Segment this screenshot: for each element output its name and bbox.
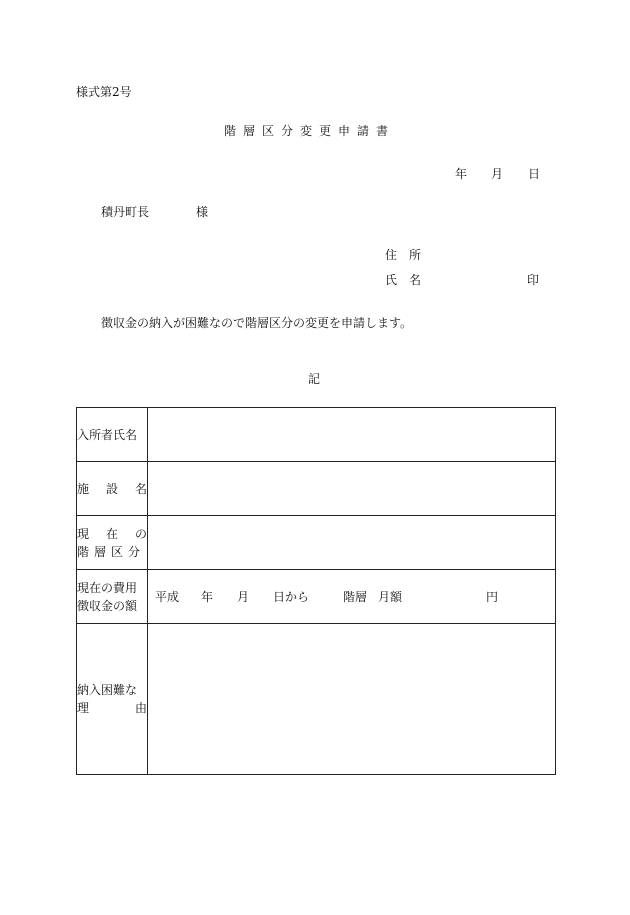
current-fee-field[interactable] (148, 570, 556, 624)
table-row (77, 516, 556, 570)
date-year-label: 年 (455, 167, 468, 181)
table-row (77, 408, 556, 462)
fee-tier-label: 階層 (343, 589, 368, 604)
current-fee-label-line1: 現在の費用 (77, 580, 138, 595)
facility-name-field[interactable] (148, 462, 556, 516)
reason-label (77, 624, 148, 775)
reason-field[interactable] (148, 624, 556, 775)
addressee-honorific: 様 (196, 205, 209, 219)
date-day-label: 日 (528, 167, 541, 181)
current-tier-field[interactable] (148, 516, 556, 570)
reason-label-line1: 納入困難な (77, 683, 138, 697)
fee-day-from-label: 日から (273, 589, 310, 604)
facility-label-char: 名 (134, 481, 147, 496)
fee-month-label: 月 (237, 589, 250, 604)
fee-yen-label: 円 (486, 589, 499, 604)
reason-label-char: 由 (134, 701, 147, 715)
current-tier-label-char: の (134, 526, 147, 541)
fee-era-label: 平成 (155, 589, 180, 604)
resident-name-label (77, 408, 148, 462)
table-row (77, 570, 556, 624)
addressee-name: 積丹町長 (101, 205, 150, 219)
facility-label-char: 設 (105, 481, 118, 496)
current-fee-label-line2: 徴収金の額 (77, 598, 138, 613)
resident-name-label-text: 入所者氏名 (77, 427, 138, 442)
facility-name-label (77, 462, 148, 516)
facility-label-char: 施 (77, 481, 90, 496)
current-tier-label-line2: 階層区分 (77, 544, 146, 559)
fee-year-label: 年 (201, 589, 214, 604)
application-table (76, 407, 556, 775)
current-fee-label (77, 570, 148, 624)
date-month-label: 月 (491, 167, 504, 181)
ki-heading: 記 (308, 372, 321, 386)
current-tier-label (77, 516, 148, 570)
applicant-name-label: 氏 名 (385, 273, 422, 287)
document-title: 階層区分変更申請書 (224, 124, 396, 138)
resident-name-field[interactable] (148, 408, 556, 462)
fee-monthly-label: 月額 (378, 589, 403, 604)
seal-mark: 印 (527, 273, 540, 287)
form-number: 様式第2号 (76, 85, 132, 99)
current-tier-label-char: 在 (105, 526, 118, 541)
table-row (77, 624, 556, 775)
reason-label-char: 理 (77, 701, 90, 715)
request-statement: 徴収金の納入が困難なので階層区分の変更を申請します。 (101, 316, 413, 330)
table-row (77, 462, 556, 516)
current-tier-label-char: 現 (77, 526, 90, 541)
applicant-address-label: 住 所 (385, 248, 422, 262)
